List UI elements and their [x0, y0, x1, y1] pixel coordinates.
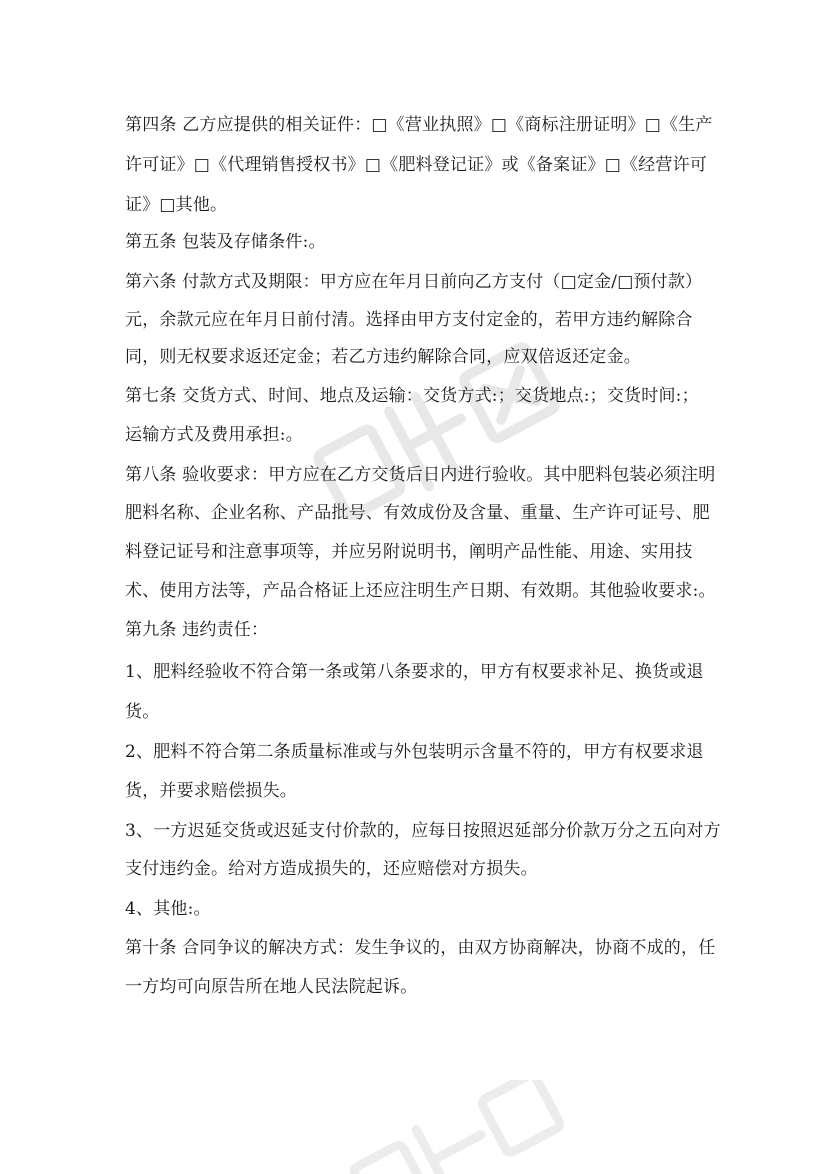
clause-4-line-3: 证》□其他。: [125, 195, 228, 215]
watermark-stamp-bottom: [330, 1080, 570, 1174]
clause-7-line-1: 第七条 交货方式、时间、地点及运输：交货方式:；交货地点:；交货时间:；: [125, 386, 699, 406]
clause-10-line-1: 第十条 合同争议的解决方式：发生争议的，由双方协商解决，协商不成的，任: [125, 938, 716, 958]
clause-4-line-2: 许可证》□《代理销售授权书》□《肥料登记证》或《备案证》□《经营许可: [125, 155, 707, 175]
clause-9-item-2-line-1: 2、肥料不符合第二条质量标准或与外包装明示含量不符的，甲方有权要求退: [125, 742, 704, 762]
clause-9-item-3-line-2: 支付违约金。给对方造成损失的，还应赔偿对方损失。: [125, 859, 538, 879]
clause-9-item-1-line-1: 1、肥料经验收不符合第一条或第八条要求的，甲方有权要求补足、换货或退: [125, 662, 704, 682]
clause-9-heading: 第九条 违约责任：: [125, 620, 269, 640]
clause-9-item-2-line-2: 货，并要求赔偿损失。: [125, 781, 297, 801]
clause-8-line-3: 料登记证号和注意事项等，并应另附说明书，阐明产品性能、用途、实用技: [125, 542, 693, 562]
clause-8-line-4: 术、使用方法等，产品合格证上还应注明生产日期、有效期。其他验收要求:。: [125, 581, 716, 601]
clause-9-item-4: 4、其他:。: [125, 899, 211, 919]
clause-6-line-2: 元，余款元应在年月日前付清。选择由甲方支付定金的，若甲方违约解除合: [125, 310, 693, 330]
clause-6-line-1: 第六条 付款方式及期限：甲方应在年月日前向乙方支付（□定金/□预付款）: [125, 272, 703, 292]
clause-4-line-1: 第四条 乙方应提供的相关证件：□《营业执照》□《商标注册证明》□《生产: [125, 115, 713, 135]
clause-7-line-2: 运输方式及费用承担:。: [125, 425, 303, 445]
clause-6-line-3: 同，则无权要求返还定金；若乙方违约解除合同，应双倍返还定金。: [125, 347, 641, 367]
clause-8-line-1: 第八条 验收要求：甲方应在乙方交货后日内进行验收。其中肥料包装必须注明: [125, 465, 716, 485]
clause-9-item-1-line-2: 货。: [125, 702, 160, 722]
clause-10-line-2: 一方均可向原告所在地人民法院起诉。: [125, 977, 418, 997]
clause-5-line-1: 第五条 包装及存储条件:。: [125, 232, 326, 252]
clause-9-item-3-line-1: 3、一方迟延交货或迟延支付价款的，应每日按照迟延部分价款万分之五向对方: [125, 821, 721, 841]
clause-8-line-2: 肥料名称、企业名称、产品批号、有效成份及含量、重量、生产许可证号、肥: [125, 503, 710, 523]
